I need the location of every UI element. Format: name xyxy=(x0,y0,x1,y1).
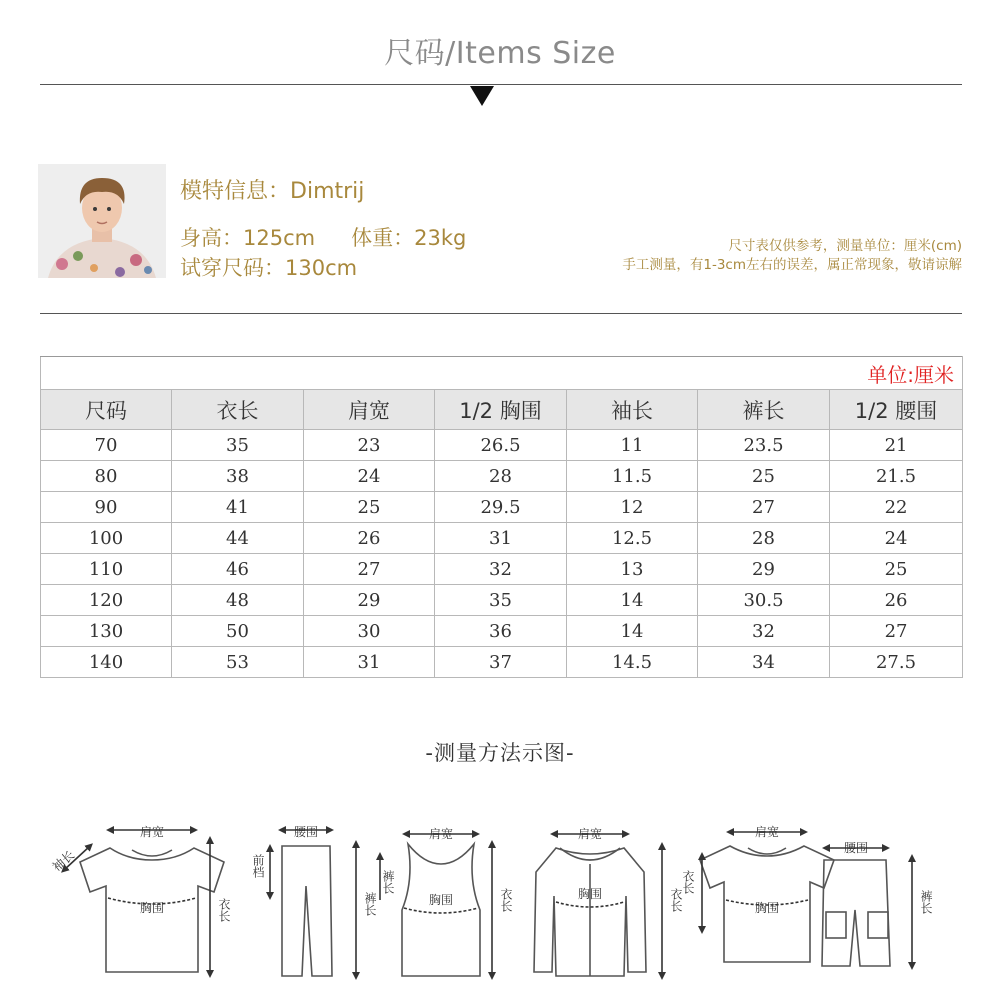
value-cell: 24 xyxy=(830,523,963,554)
model-height: 身高：125cm xyxy=(180,226,316,250)
method-title: -测量方法示图- xyxy=(425,741,575,765)
value-cell: 31 xyxy=(435,523,567,554)
pants-length-label: 裤长 xyxy=(381,870,395,894)
pants-length-label: 裤长 xyxy=(363,892,377,916)
value-cell: 36 xyxy=(435,616,567,647)
value-cell: 25 xyxy=(698,461,830,492)
value-cell: 46 xyxy=(172,554,304,585)
model-name-line xyxy=(180,174,364,205)
value-cell: 25 xyxy=(830,554,963,585)
value-cell: 53 xyxy=(172,647,304,678)
value-cell: 14 xyxy=(567,585,698,616)
value-cell: 27.5 xyxy=(830,647,963,678)
shoulder-label: 肩宽 xyxy=(139,825,165,839)
value-cell: 28 xyxy=(698,523,830,554)
model-photo xyxy=(38,164,166,278)
table-header-row xyxy=(41,390,963,430)
table-row xyxy=(41,430,963,461)
size-cell: 140 xyxy=(41,647,172,678)
value-cell: 21.5 xyxy=(830,461,963,492)
value-cell: 27 xyxy=(304,554,435,585)
chest-label: 胸围 xyxy=(139,901,165,915)
value-cell: 32 xyxy=(698,616,830,647)
value-cell: 35 xyxy=(172,430,304,461)
value-cell: 27 xyxy=(698,492,830,523)
table-row xyxy=(41,523,963,554)
value-cell: 29 xyxy=(304,585,435,616)
header-cell: 裤长 xyxy=(698,390,830,430)
header-cell: 衣长 xyxy=(172,390,304,430)
value-cell: 11 xyxy=(567,430,698,461)
pants-length-label: 裤长 xyxy=(919,890,933,914)
value-cell: 14 xyxy=(567,616,698,647)
unit-label: 单位:厘米 xyxy=(41,357,963,390)
size-cell: 100 xyxy=(41,523,172,554)
length-label: 衣长 xyxy=(217,898,231,922)
shoulder-label: 肩宽 xyxy=(577,827,603,841)
value-cell: 44 xyxy=(172,523,304,554)
value-cell: 26 xyxy=(304,523,435,554)
header-cell: 1/2 胸围 xyxy=(435,390,567,430)
table-row xyxy=(41,647,963,678)
length-label: 衣长 xyxy=(681,870,695,894)
value-cell: 26 xyxy=(830,585,963,616)
page-title: 尺码/Items Size xyxy=(384,36,616,71)
value-cell: 31 xyxy=(304,647,435,678)
note-line-2: 手工测量，有1-3cm左右的误差，属正常现象，敬请谅解 xyxy=(622,257,962,273)
value-cell: 37 xyxy=(435,647,567,678)
length-label: 衣长 xyxy=(669,888,683,912)
jacket-diagram xyxy=(534,834,662,976)
value-cell: 34 xyxy=(698,647,830,678)
rise-label: 前档 xyxy=(251,854,265,878)
table-row xyxy=(41,461,963,492)
value-cell: 48 xyxy=(172,585,304,616)
shoulder-label: 肩宽 xyxy=(754,825,780,839)
value-cell: 41 xyxy=(172,492,304,523)
waist-label: 腰围 xyxy=(843,841,869,855)
value-cell: 29 xyxy=(698,554,830,585)
size-cell: 80 xyxy=(41,461,172,492)
value-cell: 12.5 xyxy=(567,523,698,554)
value-cell: 22 xyxy=(830,492,963,523)
waist-label: 腰围 xyxy=(293,825,319,839)
value-cell: 29.5 xyxy=(435,492,567,523)
value-cell: 27 xyxy=(830,616,963,647)
title-divider xyxy=(40,84,962,85)
model-name-label: 模特信息： xyxy=(180,179,291,204)
note-line-1: 尺寸表仅供参考，测量单位：厘米(cm) xyxy=(728,238,962,254)
value-cell: 35 xyxy=(435,585,567,616)
model-size: 试穿尺码：130cm xyxy=(180,256,358,280)
value-cell: 12 xyxy=(567,492,698,523)
unit-row xyxy=(41,357,963,390)
value-cell: 38 xyxy=(172,461,304,492)
value-cell: 21 xyxy=(830,430,963,461)
size-cell: 70 xyxy=(41,430,172,461)
size-cell: 90 xyxy=(41,492,172,523)
shoulder-label: 肩宽 xyxy=(428,827,454,841)
value-cell: 14.5 xyxy=(567,647,698,678)
model-name-value: Dimtrij xyxy=(290,179,365,204)
section-divider xyxy=(40,313,962,314)
size-cell: 130 xyxy=(41,616,172,647)
table-row xyxy=(41,585,963,616)
size-table xyxy=(40,356,963,678)
pants-diagram xyxy=(270,830,356,976)
tshirt-shorts-diagram xyxy=(700,832,912,966)
size-cell: 110 xyxy=(41,554,172,585)
down-arrow-icon xyxy=(470,86,494,106)
value-cell: 28 xyxy=(435,461,567,492)
table-row xyxy=(41,492,963,523)
model-height-weight xyxy=(180,222,466,252)
value-cell: 23 xyxy=(304,430,435,461)
size-cell: 120 xyxy=(41,585,172,616)
chest-label: 胸围 xyxy=(428,893,454,907)
table-row xyxy=(41,616,963,647)
header-cell: 1/2 腰围 xyxy=(830,390,963,430)
value-cell: 30 xyxy=(304,616,435,647)
chest-label: 胸围 xyxy=(754,901,780,915)
value-cell: 13 xyxy=(567,554,698,585)
length-label: 衣长 xyxy=(499,888,513,912)
value-cell: 32 xyxy=(435,554,567,585)
chest-label: 胸围 xyxy=(577,887,603,901)
value-cell: 23.5 xyxy=(698,430,830,461)
header-cell: 袖长 xyxy=(567,390,698,430)
model-weight: 体重：23kg xyxy=(351,226,467,250)
header-cell: 尺码 xyxy=(41,390,172,430)
value-cell: 25 xyxy=(304,492,435,523)
measurement-diagrams xyxy=(40,800,962,980)
value-cell: 30.5 xyxy=(698,585,830,616)
value-cell: 50 xyxy=(172,616,304,647)
value-cell: 11.5 xyxy=(567,461,698,492)
sleeve-label: 袖长 xyxy=(49,847,78,875)
value-cell: 24 xyxy=(304,461,435,492)
header-cell: 肩宽 xyxy=(304,390,435,430)
value-cell: 26.5 xyxy=(435,430,567,461)
table-row xyxy=(41,554,963,585)
